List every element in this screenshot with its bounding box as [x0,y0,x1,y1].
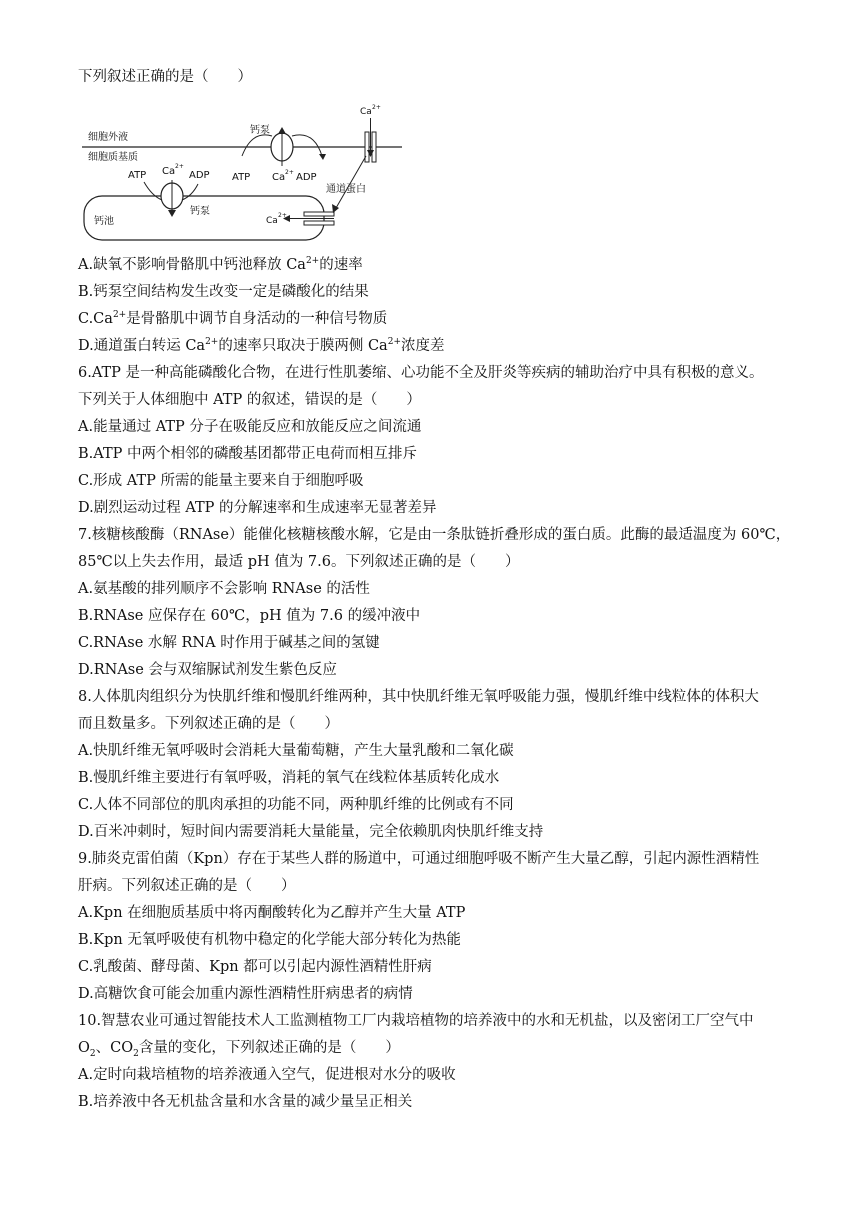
pool-channel-top [304,212,334,216]
pump-top-label: 钙泵 [250,125,270,136]
cytoplasm-label: 细胞质基质 [88,152,138,163]
pump-inner-label: 钙泵 [190,206,210,217]
ca-label-channel: Ca [360,107,372,117]
ca-charge-pool-channel: 2+ [278,212,287,219]
q8-stem-line1: 8.人体肌肉组织分为快肌纤维和慢肌纤维两种，其中快肌纤维无氧呼吸能力强，慢肌纤维中线粒体的体积大 [78,689,759,705]
ca-charge-channel: 2+ [372,104,381,111]
ca-label-pool-channel: Ca [266,216,278,226]
q8-option-c: C.人体不同部位的肌肉承担的功能不同，两种肌纤维的比例或有不同 [78,797,514,813]
q7-option-b: B.RNAse 应保存在 60℃，pH 值为 7.6 的缓冲液中 [78,608,421,624]
q7-stem-line2: 85℃以上失去作用，最适 pH 值为 7.6。下列叙述正确的是（ ） [78,554,520,570]
q10-stem-line1: 10.智慧农业可通过智能技术人工监测植物工厂内栽培植物的培养液中的水和无机盐，以及密闭工厂空气中 [78,1013,754,1029]
adp-label-top: ADP [296,172,317,183]
ca-label-top: Ca [272,172,286,183]
q5-option-c: $C.Ca^{2+}$是骨骼肌中调节自身活动的一种信号物质 [78,310,388,327]
q10-option-a: A.定时向栽培植物的培养液通入空气，促进根对水分的吸收 [78,1067,456,1083]
pump-ca-arrowhead [278,127,286,134]
q8-option-b: B.慢肌纤维主要进行有氧呼吸，消耗的氧气在线粒体基质转化成水 [78,770,500,786]
q6-option-d: D.剧烈运动过程 ATP 的分解速率和生成速率无显著差异 [78,500,437,516]
pool-channel-bottom [304,221,334,225]
q8-option-a: A.快肌纤维无氧呼吸时会消耗大量葡萄糖，产生大量乳酸和二氧化碳 [78,743,514,759]
atp-label-pool: ATP [128,170,147,181]
signal-connection-arrow [336,156,366,208]
channel-right-half [372,132,376,162]
pump-atp-arrow [242,135,272,156]
pump-adp-arrow [292,135,322,156]
q6-option-c: C.形成 ATP 所需的能量主要来自于细胞呼吸 [78,473,364,489]
channel-label: 通道蛋白 [326,184,366,195]
q5-option-b: B.钙泵空间结构发生改变一定是磷酸化的结果 [78,284,369,300]
q8-stem-line2: 而且数量多。下列叙述正确的是（ ） [78,716,339,732]
q10-option-b: B.培养液中各无机盐含量和水含量的减少量呈正相关 [78,1094,413,1110]
extracellular-label: 细胞外液 [88,132,128,143]
q9-option-a: A.Kpn 在细胞质基质中将丙酮酸转化为乙醇并产生大量 ATP [78,905,466,921]
q9-stem-line1: 9.肺炎克雷伯菌（Kpn）存在于某些人群的肠道中，可通过细胞呼吸不断产生大量乙醇，引起内源性酒精性 [78,851,760,867]
q9-option-c: C.乳酸菌、酵母菌、Kpn 都可以引起内源性酒精性肝病 [78,959,432,975]
q10-stem-line2: $O_2$、$CO_2$含量的变化，下列叙述正确的是（ ） [78,1040,400,1059]
ca-label-pool: Ca [162,166,176,177]
calcium-transport-diagram [82,100,402,250]
calcium-pool-label: 钙池 [94,216,114,227]
q6-stem-line2: 下列关于人体细胞中 ATP 的叙述，错误的是（ ） [78,392,421,408]
q7-option-a: A.氨基酸的排列顺序不会影响 RNAse 的活性 [78,581,370,597]
pump-adp-arrowhead [319,154,326,160]
q5-option-d: D.通道蛋白转运 $Ca^{2+}$的速率只取决于膜两侧 $Ca^{2+}$浓度差 [78,337,445,354]
q8-option-d: D.百米冲刺时，短时间内需要消耗大量能量，完全依赖肌肉快肌纤维支持 [78,824,544,840]
question-intro: 下列叙述正确的是（ ） [78,69,252,85]
adp-label-pool: ADP [189,170,210,181]
q6-stem-line1: 6.ATP 是一种高能磷酸化合物，在进行性肌萎缩、心功能不全及肝炎等疾病的辅助治疗中具有积极的意义。 [78,365,764,381]
q9-stem-line2: 肝病。下列叙述正确的是（ ） [78,878,296,894]
q6-option-a: A.能量通过 ATP 分子在吸能反应和放能反应之间流通 [78,419,422,435]
atp-label-top: ATP [232,172,251,183]
ca-charge-top: 2+ [285,169,294,176]
q9-option-d: D.高糖饮食可能会加重内源性酒精性肝病患者的病情 [78,986,413,1002]
q7-stem-line1: 7.核糖核酸酶（RNAse）能催化核糖核酸水解，它是由一条肽链折叠形成的蛋白质。此酶的最适温度为 60℃， [78,527,791,543]
q7-option-d: D.RNAse 会与双缩脲试剂发生紫色反应 [78,662,337,678]
q9-option-b: B.Kpn 无氧呼吸使有机物中稳定的化学能大部分转化为热能 [78,932,461,948]
q7-option-c: C.RNAse 水解 RNA 时作用于碱基之间的氢键 [78,635,380,651]
ca-charge-pool: 2+ [175,163,184,170]
q6-option-b: B.ATP 中两个相邻的磷酸基团都带正电荷而相互排斥 [78,446,417,462]
q5-option-a: A.缺氧不影响骨骼肌中钙池释放 $Ca^{2+}$的速率 [78,256,363,273]
